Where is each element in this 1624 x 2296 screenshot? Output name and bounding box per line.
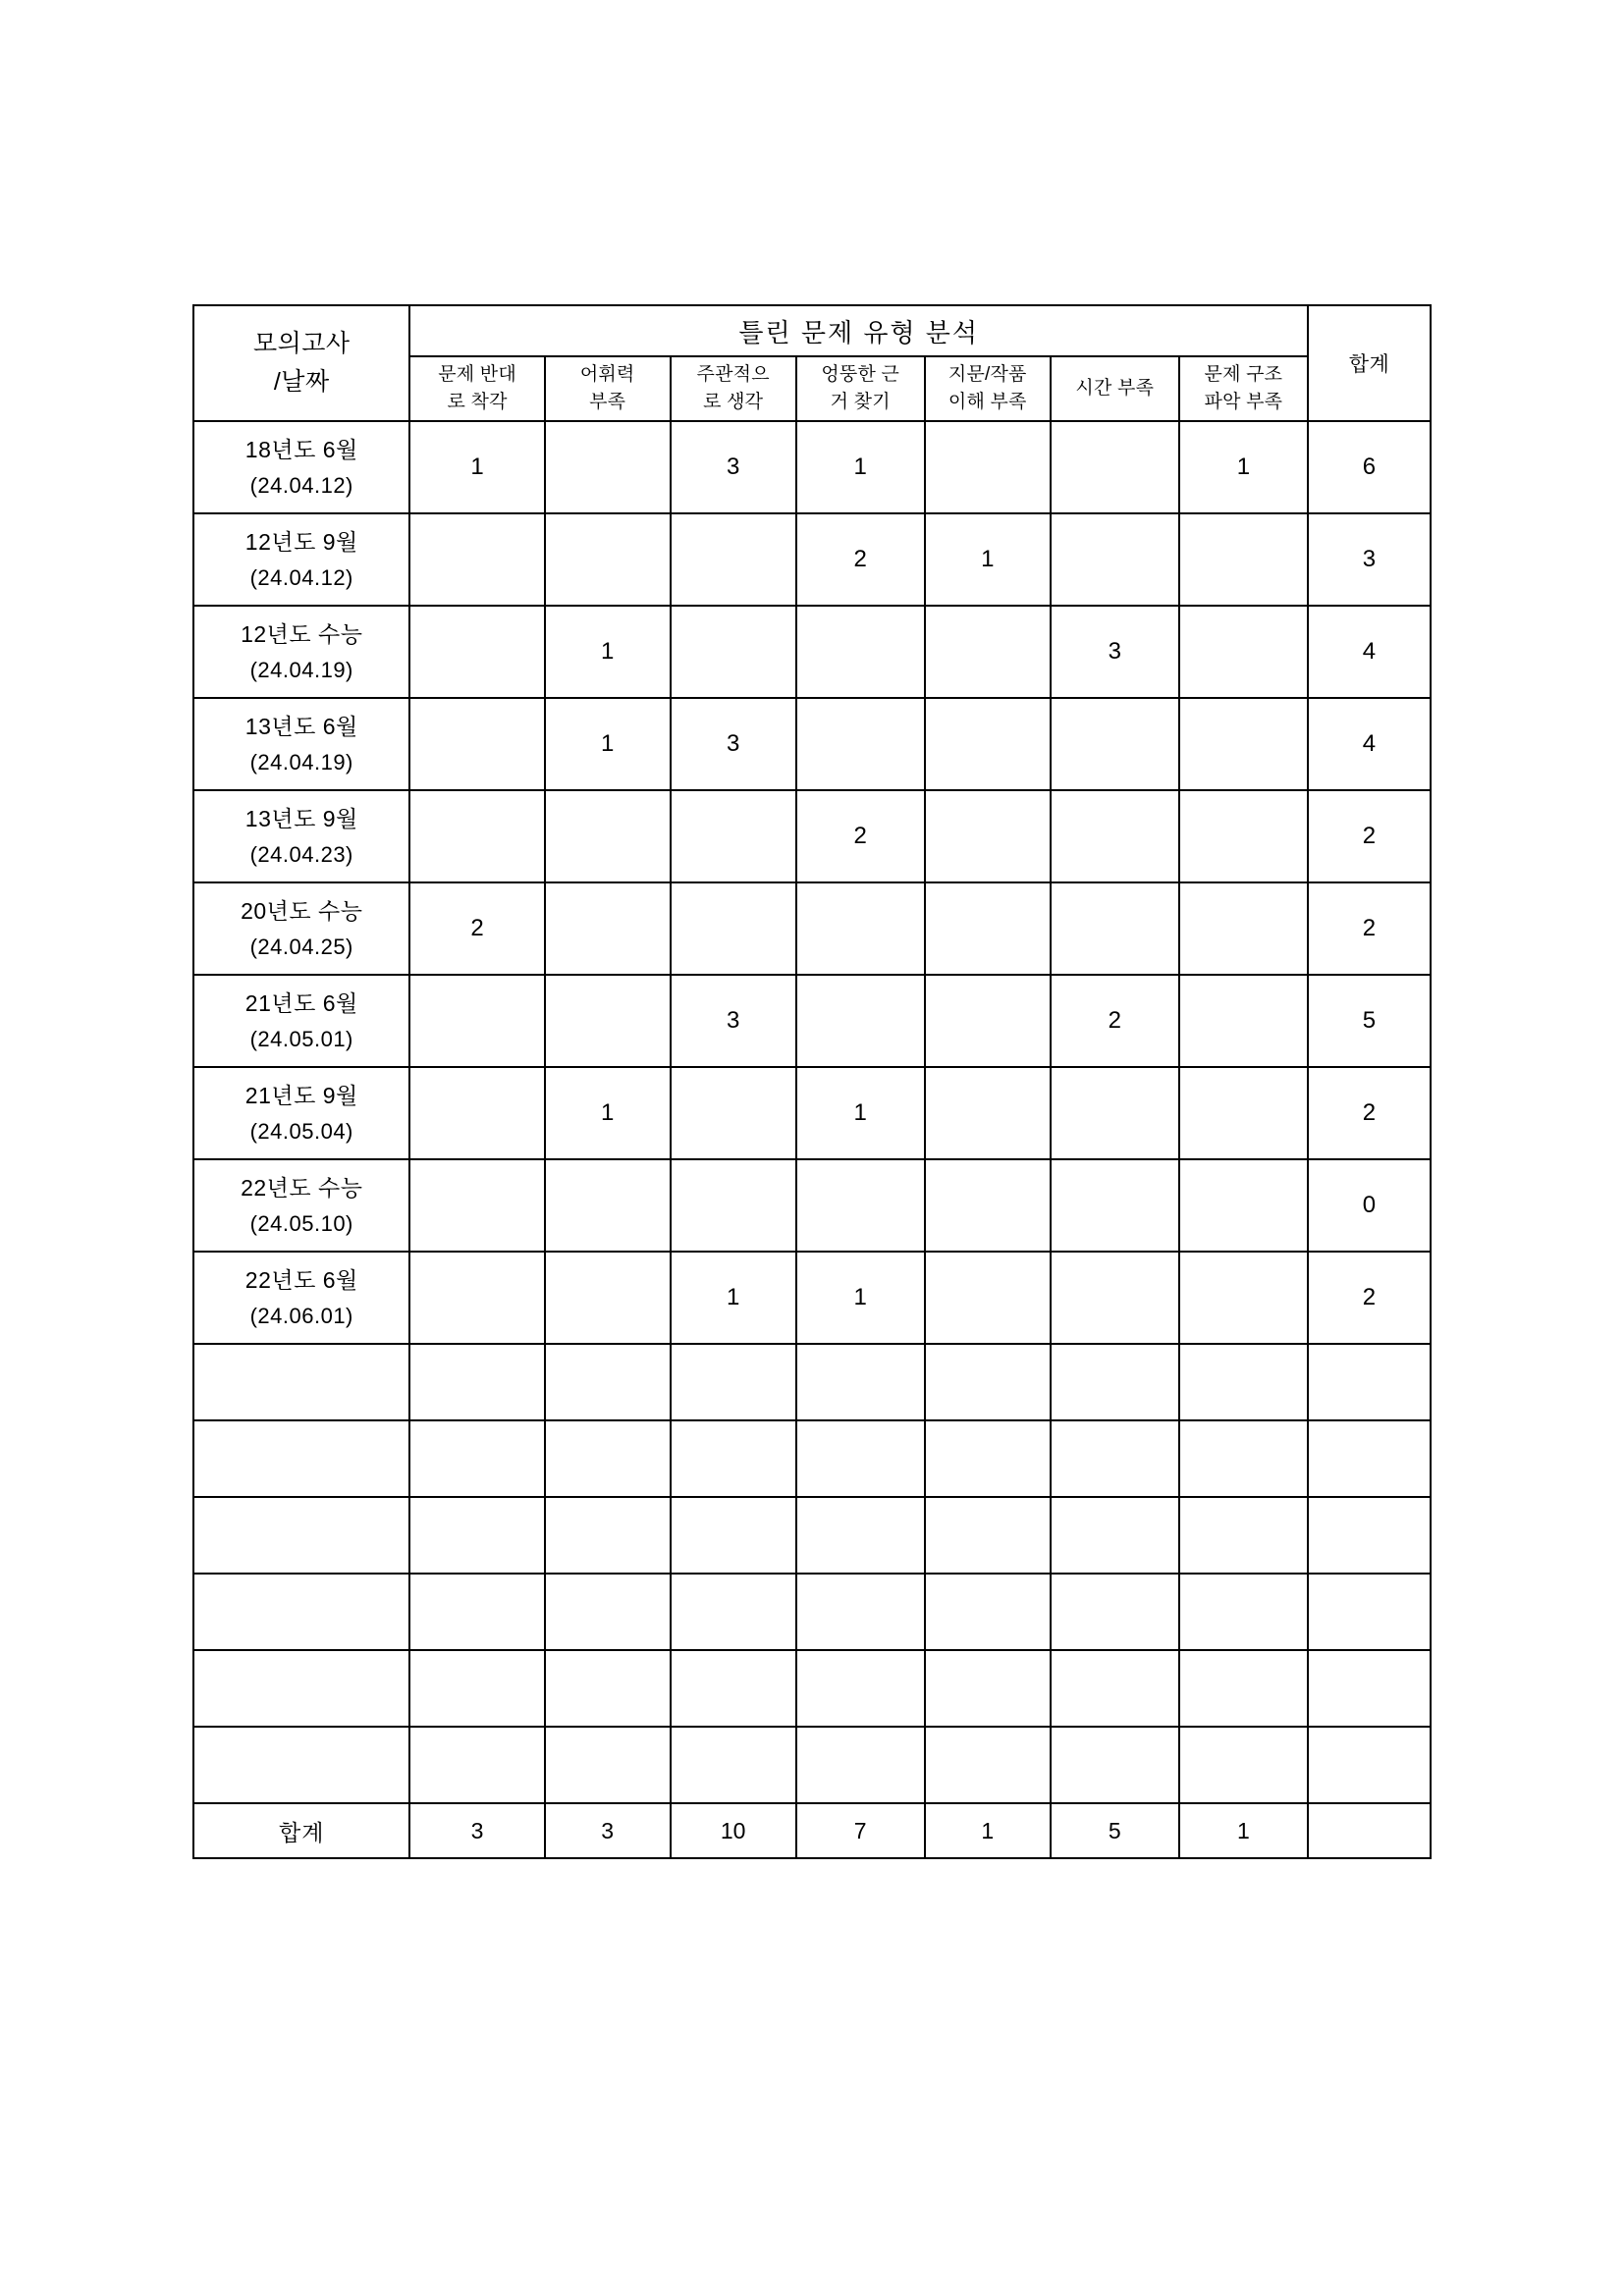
table-body <box>193 421 1431 1858</box>
row-value-cell <box>409 1252 544 1344</box>
header-type-0-line2: 로 착각 <box>447 392 508 412</box>
row-value-cell <box>1179 1252 1308 1344</box>
row-value-cell: 1 <box>545 698 671 790</box>
empty-cell <box>1051 1574 1179 1650</box>
header-type-0-line1: 문제 반대 <box>438 364 516 386</box>
empty-cell <box>1179 1344 1308 1420</box>
row-value-cell <box>545 790 671 882</box>
total-row-value-cell: 1 <box>925 1803 1051 1858</box>
empty-cell <box>1051 1344 1179 1420</box>
row-value-cell: 1 <box>925 513 1051 606</box>
table-row <box>193 1067 1431 1159</box>
row-exam-name: 21년도 9월 <box>244 1082 358 1108</box>
row-subject-date <box>193 790 409 882</box>
header-type-6-line1: 문제 구조 <box>1204 364 1283 386</box>
empty-cell <box>1051 1650 1179 1727</box>
row-exam-name: 20년도 수능 <box>241 897 363 924</box>
row-exam-name: 12년도 수능 <box>241 620 363 647</box>
header-type-6 <box>1179 356 1308 421</box>
empty-cell <box>796 1497 925 1574</box>
row-value-cell <box>796 1159 925 1252</box>
row-value-cell <box>796 698 925 790</box>
empty-cell <box>1308 1727 1431 1803</box>
row-value-cell <box>545 513 671 606</box>
row-exam-name: 22년도 6월 <box>244 1266 358 1293</box>
row-value-cell <box>925 1252 1051 1344</box>
row-value-cell <box>1051 698 1179 790</box>
row-exam-name: 12년도 9월 <box>244 528 358 555</box>
empty-cell <box>796 1420 925 1497</box>
row-value-cell <box>1179 882 1308 975</box>
empty-cell <box>671 1420 796 1497</box>
empty-cell <box>545 1650 671 1727</box>
row-value-cell <box>545 975 671 1067</box>
header-type-5-line1: 시간 부족 <box>1075 378 1155 400</box>
header-type-3-line1: 엉뚱한 근 <box>821 364 900 386</box>
empty-cell <box>671 1497 796 1574</box>
empty-cell <box>1308 1420 1431 1497</box>
row-value-cell: 2 <box>796 513 925 606</box>
row-value-cell <box>1051 1159 1179 1252</box>
table-row-empty <box>193 1344 1431 1420</box>
empty-cell <box>409 1650 544 1727</box>
empty-cell <box>925 1650 1051 1727</box>
row-total-cell: 2 <box>1308 790 1431 882</box>
empty-cell <box>545 1420 671 1497</box>
empty-cell <box>925 1420 1051 1497</box>
row-exam-date: (24.04.12) <box>249 472 353 498</box>
empty-cell <box>671 1727 796 1803</box>
empty-cell <box>193 1574 409 1650</box>
row-value-cell <box>1179 513 1308 606</box>
row-value-cell <box>796 606 925 698</box>
row-exam-date: (24.05.01) <box>249 1026 353 1051</box>
empty-cell <box>409 1574 544 1650</box>
empty-cell <box>1308 1497 1431 1574</box>
table-row <box>193 790 1431 882</box>
header-row-group <box>193 305 1431 356</box>
empty-cell <box>409 1420 544 1497</box>
row-exam-date: (24.05.10) <box>249 1210 353 1236</box>
row-value-cell: 3 <box>671 975 796 1067</box>
row-value-cell: 1 <box>545 1067 671 1159</box>
table-row <box>193 698 1431 790</box>
row-value-cell <box>925 1067 1051 1159</box>
row-value-cell <box>671 513 796 606</box>
header-type-1-line2: 부족 <box>589 392 626 412</box>
table-row <box>193 421 1431 513</box>
row-value-cell <box>925 882 1051 975</box>
row-subject-date <box>193 975 409 1067</box>
row-value-cell: 2 <box>796 790 925 882</box>
header-type-4 <box>925 356 1051 421</box>
header-total: 합계 <box>1308 305 1431 421</box>
empty-cell <box>671 1650 796 1727</box>
empty-cell <box>193 1420 409 1497</box>
table-row <box>193 1252 1431 1344</box>
table-row-empty <box>193 1420 1431 1497</box>
row-value-cell: 1 <box>796 1252 925 1344</box>
row-value-cell: 1 <box>1179 421 1308 513</box>
row-value-cell <box>409 606 544 698</box>
row-value-cell <box>1179 606 1308 698</box>
empty-cell <box>545 1574 671 1650</box>
row-value-cell <box>671 606 796 698</box>
row-value-cell: 2 <box>1051 975 1179 1067</box>
row-value-cell <box>925 790 1051 882</box>
row-value-cell <box>671 882 796 975</box>
empty-cell <box>1051 1420 1179 1497</box>
empty-cell <box>1308 1344 1431 1420</box>
header-subject-line1: 모의고사 <box>252 330 351 358</box>
row-value-cell <box>925 421 1051 513</box>
row-subject-date <box>193 1252 409 1344</box>
empty-cell <box>925 1727 1051 1803</box>
row-value-cell <box>1179 790 1308 882</box>
row-exam-date: (24.04.25) <box>249 934 353 959</box>
mock-exam-error-analysis-table-wrapper <box>192 304 1432 1859</box>
empty-cell <box>671 1344 796 1420</box>
total-row-value-cell: 3 <box>545 1803 671 1858</box>
empty-cell <box>409 1497 544 1574</box>
table-row <box>193 882 1431 975</box>
row-subject-date <box>193 1067 409 1159</box>
row-value-cell <box>1051 1252 1179 1344</box>
row-value-cell <box>409 513 544 606</box>
row-value-cell <box>925 1159 1051 1252</box>
row-value-cell: 3 <box>1051 606 1179 698</box>
row-total-cell: 2 <box>1308 1067 1431 1159</box>
total-row-value-cell: 3 <box>409 1803 544 1858</box>
empty-cell <box>545 1497 671 1574</box>
empty-cell <box>796 1344 925 1420</box>
row-exam-name: 13년도 9월 <box>244 805 358 831</box>
header-type-1-line1: 어휘력 <box>579 364 635 386</box>
total-row-value-cell: 7 <box>796 1803 925 1858</box>
empty-cell <box>1179 1420 1308 1497</box>
row-total-cell: 4 <box>1308 698 1431 790</box>
mock-exam-error-analysis-table <box>192 304 1432 1859</box>
row-value-cell <box>1179 698 1308 790</box>
table-row-empty <box>193 1727 1431 1803</box>
empty-cell <box>796 1727 925 1803</box>
row-value-cell <box>671 1067 796 1159</box>
header-type-5 <box>1051 356 1179 421</box>
row-value-cell: 2 <box>409 882 544 975</box>
row-value-cell <box>925 606 1051 698</box>
row-subject-date <box>193 698 409 790</box>
row-value-cell: 3 <box>671 698 796 790</box>
row-subject-date <box>193 421 409 513</box>
empty-cell <box>545 1727 671 1803</box>
header-type-1 <box>545 356 671 421</box>
table-row-empty <box>193 1650 1431 1727</box>
empty-cell <box>925 1574 1051 1650</box>
row-total-cell: 2 <box>1308 1252 1431 1344</box>
empty-cell <box>193 1650 409 1727</box>
row-value-cell <box>409 1159 544 1252</box>
empty-cell <box>193 1344 409 1420</box>
empty-cell <box>1179 1727 1308 1803</box>
row-value-cell <box>1051 790 1179 882</box>
row-total-cell: 4 <box>1308 606 1431 698</box>
table-row <box>193 1159 1431 1252</box>
empty-cell <box>671 1574 796 1650</box>
row-exam-name: 13년도 6월 <box>244 713 358 739</box>
empty-cell <box>1179 1650 1308 1727</box>
header-type-0 <box>409 356 544 421</box>
row-value-cell <box>796 975 925 1067</box>
row-total-cell: 2 <box>1308 882 1431 975</box>
row-value-cell <box>925 698 1051 790</box>
row-value-cell: 1 <box>409 421 544 513</box>
row-subject-date <box>193 1159 409 1252</box>
header-type-4-line1: 지문/작품 <box>947 364 1027 386</box>
row-value-cell <box>1179 1067 1308 1159</box>
row-total-cell: 0 <box>1308 1159 1431 1252</box>
header-type-2 <box>671 356 796 421</box>
row-value-cell <box>1179 1159 1308 1252</box>
row-value-cell: 1 <box>671 1252 796 1344</box>
empty-cell <box>1308 1574 1431 1650</box>
row-value-cell <box>1051 513 1179 606</box>
empty-cell <box>1051 1497 1179 1574</box>
table-row-empty <box>193 1574 1431 1650</box>
row-value-cell <box>925 975 1051 1067</box>
empty-cell <box>1179 1497 1308 1574</box>
row-exam-date: (24.04.23) <box>249 841 353 867</box>
table-row <box>193 513 1431 606</box>
row-exam-date: (24.04.19) <box>249 749 353 774</box>
row-value-cell: 1 <box>545 606 671 698</box>
row-value-cell <box>409 975 544 1067</box>
row-exam-date: (24.04.12) <box>249 564 353 590</box>
table-total-row <box>193 1803 1431 1858</box>
row-total-cell: 6 <box>1308 421 1431 513</box>
row-exam-date: (24.04.19) <box>249 657 353 682</box>
table-row <box>193 606 1431 698</box>
empty-cell <box>545 1344 671 1420</box>
empty-cell <box>925 1344 1051 1420</box>
row-value-cell: 1 <box>796 421 925 513</box>
header-type-2-line1: 주관적으 <box>696 364 770 386</box>
row-value-cell <box>671 790 796 882</box>
empty-cell <box>796 1574 925 1650</box>
row-subject-date <box>193 606 409 698</box>
empty-cell <box>409 1727 544 1803</box>
total-row-value-cell: 5 <box>1051 1803 1179 1858</box>
row-subject-date <box>193 882 409 975</box>
row-value-cell <box>409 790 544 882</box>
header-type-6-line2: 파악 부족 <box>1204 392 1283 412</box>
row-value-cell <box>1051 1067 1179 1159</box>
row-exam-date: (24.06.01) <box>249 1303 353 1328</box>
header-type-4-line2: 이해 부족 <box>947 392 1027 412</box>
total-row-value-cell: 10 <box>671 1803 796 1858</box>
empty-cell <box>1308 1650 1431 1727</box>
row-value-cell <box>409 1067 544 1159</box>
empty-cell <box>1179 1574 1308 1650</box>
row-value-cell <box>796 882 925 975</box>
table-header <box>193 305 1431 421</box>
row-value-cell <box>545 882 671 975</box>
empty-cell <box>193 1727 409 1803</box>
header-error-type-group: 틀린 문제 유형 분석 <box>409 305 1307 356</box>
table-row <box>193 975 1431 1067</box>
row-value-cell <box>545 1159 671 1252</box>
empty-cell <box>193 1497 409 1574</box>
total-row-label: 합계 <box>193 1803 409 1858</box>
row-value-cell: 1 <box>796 1067 925 1159</box>
row-value-cell <box>409 698 544 790</box>
header-type-3 <box>796 356 925 421</box>
header-type-2-line2: 로 생각 <box>703 392 764 412</box>
row-exam-date: (24.05.04) <box>249 1118 353 1144</box>
row-value-cell <box>545 1252 671 1344</box>
row-value-cell <box>1051 882 1179 975</box>
row-total-cell: 3 <box>1308 513 1431 606</box>
header-subject-date <box>193 305 409 421</box>
empty-cell <box>796 1650 925 1727</box>
header-type-3-line2: 거 찾기 <box>830 392 891 412</box>
total-row-grand-total-cell <box>1308 1803 1431 1858</box>
row-value-cell <box>545 421 671 513</box>
row-total-cell: 5 <box>1308 975 1431 1067</box>
header-subject-line2: /날짜 <box>273 368 330 396</box>
row-value-cell <box>1051 421 1179 513</box>
empty-cell <box>925 1497 1051 1574</box>
row-exam-name: 18년도 6월 <box>244 436 358 462</box>
row-value-cell <box>671 1159 796 1252</box>
total-row-value-cell: 1 <box>1179 1803 1308 1858</box>
row-exam-name: 21년도 6월 <box>244 989 358 1016</box>
row-exam-name: 22년도 수능 <box>241 1174 363 1201</box>
row-value-cell: 3 <box>671 421 796 513</box>
row-value-cell <box>1179 975 1308 1067</box>
empty-cell <box>1051 1727 1179 1803</box>
row-subject-date <box>193 513 409 606</box>
empty-cell <box>409 1344 544 1420</box>
table-row-empty <box>193 1497 1431 1574</box>
